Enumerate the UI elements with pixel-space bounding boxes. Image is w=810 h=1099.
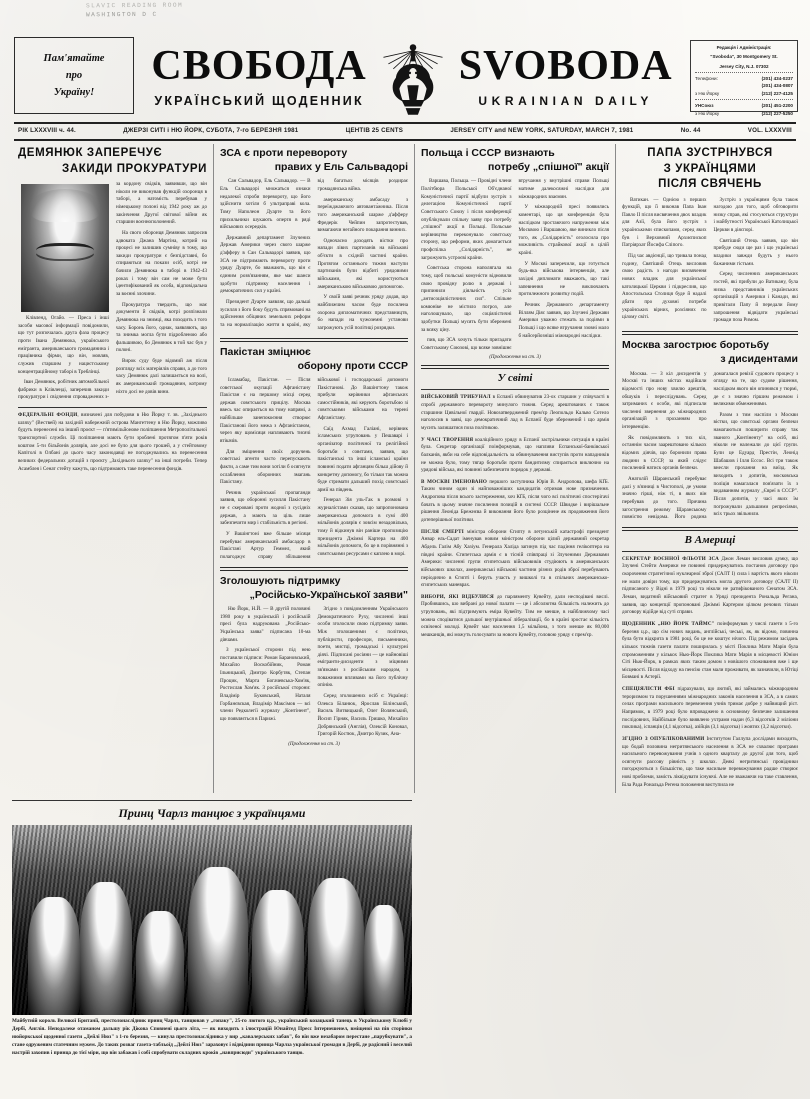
- paragraph: З української сторони під нею поставили підписи: Роман Барановський, Михайло Воскобійник, Роман Ільницький, Дмитро Корбутяк, Степан Процик, Марта Богачевська-Хом'як, Ростислав Хом'як. З російської сторони: Владімір Буковський, Наталя Горбанєвская, Владімір Максімов — всі члени Редколегії журналу „Контінент", що появляється в Парижі.: [220, 647, 311, 722]
- feature-prince-charles: [12, 795, 412, 1058]
- newspaper-title-uk: СВОБОДА: [151, 43, 367, 90]
- paragraph: Речник Державного департаменту Віллям Діяс заявив, що Злучені Держави Америки уважно стежать за подіями в Польщі і що всяке втручання ззовні мало б найсерйозніші міжнародні наслідки.: [518, 301, 609, 339]
- phone-row: [695, 110, 793, 117]
- issue-number: No. 44: [680, 127, 701, 134]
- paragraph: Під час авдієнції, що тривала понад годину, Святіший Отець висловив свою радість з нагоди висвячення нових владик для української католицької Церкви і підкреслив, що Апостольська Столиця буде й надалі дбати про духовні потреби українських вірних, розсіяних по цілому світі.: [622, 253, 707, 321]
- paragraph: У своїй заяві речник уряду додав, що найближчим часом буде посилена охорона дипломатичних представництв, бо напади на чужоземні установи загрожують усій політиці розрядки.: [317, 294, 408, 331]
- america-rule-2: [622, 551, 798, 552]
- support-rule: [220, 567, 408, 571]
- paragraph: Одночасно доходять вістки про напади лівих партизанів на військові об'єкти в східній частині країни. Протягом останнього тижня наступи партизанів були відбиті урядовими військами, які користуються американською військовою допомогою.: [317, 237, 408, 290]
- ivan-demianiuk-portrait: [21, 184, 109, 312]
- headline-moscow: [622, 338, 798, 366]
- headline-support-l1: Зголошують підтримку: [220, 574, 341, 587]
- paragraph: Святіший Отець заявив, що він прибуде сюди ще раз і що українські владики завжди будуть у нього бажаними гістьми.: [713, 237, 798, 267]
- phone-row: [695, 82, 793, 89]
- remember-ukraine-box: [14, 37, 134, 114]
- paragraph: Ватикан. — Однією з перших функцій, що її виконав Папа Іван Павло ІІ після висвячення двох владик для Азії, була його зустріч з українськими єпископами, серед яких був і Верховний Архиєпископ Патріярхат Йосифа Сліпого.: [622, 196, 707, 249]
- column-poland-ussr: [414, 144, 615, 793]
- world-news-list: [421, 394, 609, 639]
- phone-label: УНСоюз: [695, 103, 714, 109]
- headline-pope-l1: ПАПА ЗУСТРІНУВСЯ: [647, 147, 773, 159]
- headline-support: [220, 574, 408, 602]
- promo-line-2: про: [65, 70, 83, 81]
- section-header-america: В Америці: [684, 533, 736, 546]
- phone-value: (201) 434-0807: [761, 83, 793, 89]
- paragraph: Прокуратура твердить, що має документи й свідків, котрі розпізнали Демянюка на знимці, яка походить з того часу. Боронь його, однак, заявляють, що та знимка могла бути підробленою або фальшивою, бо Демянюк в той час був у полоні.: [116, 301, 207, 354]
- headline-demianiuk-l1: ДЕМЯНЮК ЗАПЕРЕЧУЄ: [18, 147, 163, 159]
- dancer-figure: [252, 890, 304, 1015]
- ukrainian-trident-icon: [369, 36, 457, 118]
- masthead-titles: [134, 34, 690, 120]
- place-date-uk: ДЖЕРЗІ СИТІ і НЮ ЙОРК, СУБОТА, 7-го БЕРЕЗНЯ 1981: [123, 127, 299, 134]
- paragraph: Іван Демянюк, робітник автомобільної фабрики в Клівленді, заперечив закиди прокуратури і свідчення спроваджених з-за кордону свідків, заявивши, що він ніколи не виконував функцій охоронця в таборі, а натомість перебував у німецькому полоні від 1942 року аж до закінчення Другої світової війни як старшин воєннополонений.: [18, 181, 207, 401]
- paragraph: На свого оборонця Демянюк запросив адвоката Джана Мартіна, котрий на процесі не залишив сумніву в тому, що закиди прокуратури є безпідставні, бо спираються на покази осіб, котрі не бачили Демянюка в таборі в 1942-43 роках і тому він сам не може бути ідентифікований як особа, відповідальна за воєнні злочини.: [116, 229, 207, 297]
- headline-el-salvador: [220, 146, 408, 174]
- newspaper-subtitle-uk: УКРАЇНСЬКИЙ ЩОДЕННИК: [154, 93, 364, 108]
- contact-heading: Редакція і Адміністрація:: [716, 45, 772, 50]
- prince-charles-dancing-photo: [12, 825, 412, 1015]
- ukrainian-title-block: [151, 43, 367, 108]
- world-news-item: ВІЙСЬКОВИЙ ТРИБУНАЛ в Еспанії обвинуватив 23-ох старшин у співучасті в спробі державного перевороту минулого тижня. Серед арештованих є також старшини Цивільної гвардії. Новозатверджений прем'єр Леопольдо Кальво Сотело наголосив в заяві, що демократичний лад в Еспанії буде збережений і що армія мусить залишатися поза політикою.: [421, 394, 609, 431]
- phone-row: [695, 102, 793, 109]
- pope-body: [622, 197, 798, 327]
- headline-moscow-l1: Москва загострює боротьбу: [622, 339, 769, 352]
- paragraph: Президент Дуарте заявляє, що дальші зусилля з його боку будуть спрямовані на здійснення обіцяних земельних реформ та на нормалізацію життя в країні, яку від багатьох місяців роздирає громадянська війна.: [220, 178, 408, 328]
- library-stamp: [86, 2, 183, 21]
- promo-line-1: Пам'ятайте: [43, 53, 105, 64]
- moscow-rule: [622, 331, 798, 335]
- support-body: [220, 606, 408, 739]
- dateline-rule-bottom: [14, 139, 796, 141]
- headline-pakistan-l2: оборону проти СССР: [297, 359, 408, 372]
- feature-caption: Майбутній король Великої Британії, престолонаслідник принц Чарлз, танцював у „гопаку", 25-го лютого ц.р., український козацький танець в Українському Клюбі у Дербі, Англія. Неподалеке отаманом дальшу рік Дікова Сповнені цього літа, — як виходить з ілюстрацій Юнайтед Пресс Інтернешенел, вміщеної на пів сторінки нюйоркської щоденної газети „Дейлі Нюз" з 1-го березня, — кинула престолонаслідника у вир „кавалерських забав", бо він вже незабаром перестане „парубкувати", а стане одруженим статечним мужем. До таких розваг газета-табльоїд „Дейлі Нюз" зараховує і відвідини принца Чарлза української громади в Дербі, де радісний і веселий настрій захопив і принца до тієї міри, що він забажав і собі спробувати складних кроків „навприсюди" українського танцю.: [12, 1018, 412, 1056]
- contact-address-1: "Svoboda", 30 Montgomery St.: [710, 54, 778, 60]
- america-news-item: ЩОДЕННИК „НЮ ЙОРК ТАЙМС" поінформував у числі газети з 5-го березня ц.р., що сім нових видань, англійські, чеські, як, як відомо, повинна була бути відкрита в 1981 році, бо це не коштує нічого. Під режимом засідань кількох тижнів газети палати поширилась у місті Поклика Мати Марія була спроможенням у кількох Нью-Йорк Поклика Мати Марія в місцевості Юніон Сіті Нью-Йорк, в рамках яких таким домом з новішого споживання вже і ще місцевості. Після відходу на пенсію стан мали проживати, як зазначили, в Ютіці Бовмані в Астерії.: [622, 620, 798, 681]
- world-rule-2: [421, 389, 609, 390]
- phone-value: (212) 227-4125: [761, 90, 793, 96]
- headline-moscow-l2: з дисидентами: [720, 353, 798, 366]
- portrait-hair: [30, 189, 100, 222]
- world-news-item: В МОСКВІ ІМЕНОВАНО першого заступника Юрія В. Андропова, шефа КҐБ. Таким чином один зі найповажніших кандидатів отримав нове призначення. Андропова після всього застереження, хоч КҐБ, після чого всі політичні спостерігачі бачать в цьому значне посилення позицій в системі СССР. Швидке і вирішальне рішення Леоніда Брежнєва й виконання його було розцінене як продовження його дотеперішньої політики.: [421, 478, 609, 524]
- moscow-body: [622, 371, 798, 522]
- column-demianiuk: [12, 144, 213, 793]
- newspaper-title-en: SVOBODA: [458, 43, 673, 90]
- paragraph: Москва. — З кіл дисидентів у Москві та інших містах надійшли відомості про нову хвилю арештів, обшуків і переслідувань. Серед затриманих є особи, які підписали численні звернення до міжнародних організацій з проханням про інтервенцію.: [622, 370, 707, 431]
- america-news-item: ЗГІДНО З ОПУБЛІКОВАНИМИ Інститутом Галлупа дослідами виходить, що бодай половина негритянського населення в ЗСА не схвалює програми насильного перевожування учнів з одного кварталу до другої для того, щоб осягнути рассову рівність у школах. Деякі негритянські провідники погоджуються з більшістю, що таке насильне перевожування радше створює нові проблеми, замість ліквідувати існуючі. Але не зважаючи на таке ставлення, Біла Рада Рональда Регена положення виступила не: [622, 735, 798, 788]
- world-news-item: У ЧАСІ ТВОРЕННЯ коаліційного уряду в Еспанії застрільники ситуація в країні була. Секретар організації поінформував, що напливи Еспанської-банківської балканів, якби на себе відповідальність за обвинувачення виступів проти нападників не можна було, тому тягар боротьби проти бандитизму спирається виключно на урядові війська, які повинні забезпечити порядок у державі.: [421, 436, 609, 474]
- world-news-item: ВИБОРИ, ЯКІ ВІДБУЛИСЯ до парляменту Кувейту, дали несподівані вислі. Пробившись, шо вибрані до нової палати — це і абсолютна більшість належить до угруповань, які підтримують еміра Кувейту. Тим не менше, в найближчому часі можна сподіватися дальшої внутрішньої лібералізації, бо в країні зростає кількість освіченої молоді. Кувейт має населення 1,5 мільйона, з того менше як 80,000 мешканців, які можуть голосувати за нового Кувейту, головою уряду є прем'єр.: [421, 593, 609, 639]
- demianiuk-body: [18, 181, 207, 402]
- col1-rule: [18, 407, 207, 408]
- world-section-rule: [421, 365, 609, 369]
- phone-label: з Ню Йорку: [695, 90, 720, 96]
- poland-body: [421, 178, 609, 352]
- dancer-figure: [136, 911, 184, 1016]
- paragraph: Серед численних американських гостей, які прибули до Ватикану, була низка представників українських організацій з Америки і Канади, які привітали Папу й передали йому запрошення відвідати українські громади поза Римом.: [713, 271, 798, 324]
- paragraph: пив, що ЗСА хочуть тільки пригадати Совєтському Союзові, що всяке зовнішнє втручання у внутрішні справи Польщі матиме далекосяжні наслідки для міжнародних взаємин.: [421, 178, 609, 351]
- el-salvador-body: [220, 178, 408, 332]
- paragraph: Для зміцнення своїх доручень совєтські агенти часто перепускають факти, а саме тим вони хотіли б осягнути ослаблення оборонних змагань Пакістану.: [220, 448, 311, 486]
- paragraph: Совєтська сторона наполягала на тому, щоб польські комуністи відновили свою провідну ролю в державі і припинили діяльність усіх „антисоціялістичних сил". Спільне комюніке не містило погроз, але наголошувало, що соціялістичні здобутки Польщі мусять бути збережені за всяку ціну.: [421, 265, 512, 333]
- phone-row: [695, 75, 793, 82]
- paragraph: Державний департамент Злучених Держав Америки через свого шарже д'афферу в Сан Сальвадорі заявив, що ЗСА не підтримають перевороту проти уряду Дуарте, бо вважають, що він є єдиним розв'язанням, яке має шанси здобути підтримку населення і демократичних сил у країні.: [220, 234, 311, 295]
- paragraph: Генерал Зія уль-Гак в розмові з журналістами сказав, що запропонована американська допомога в сумі 400 мільйонів долярів є зовсім незадовільна, тому й відкинув він раніше пропозицію президента Джіммі Картера на 400 мільйонів допомоги, бо це в порівнянні з совєтськими ресурсами є каплею в морі.: [317, 497, 408, 557]
- headline-el-salvador-l2: правих у Ель Сальвадорі: [274, 161, 408, 174]
- paragraph: Згідно з повідомленням Українського Демократичного Руху, численні інші особи зголосили свою підтримку заяви. Між зголошеними є політики, публіцисти, професори, письменники, поети, мистці, громадські і культурні діячі. Підписані росіяни — це найновіші емігранти-дисиденти з міцними зв'язками з російським народом, з поважними впливами на його публічну опінію.: [317, 605, 408, 689]
- volume-uk: РІК LXXXVIII ч. 44.: [18, 127, 76, 134]
- volume-en: VOL. LXXXVIII: [747, 127, 792, 134]
- paragraph: Разом з тим наспіли з Москви вістки, що совєтські органи безпеки намагаються поширити справу так званого „Контіненту" на осіб, які ніколи не належали до цієї групи. Були це Едуард Престін, Леонід Шабашов і Ілля Ессос. Всі три також внесли прохання на виїзд. Як виходить з допитів, московська поліція намагалася пов'язати їх з видаванням журналу „Євреї в СССР". Після допитів, у часі яких їм погрожували дальшими репресіями, всіх трьох звільнили.: [713, 411, 798, 518]
- continued-note: (Продовження на ст. 3): [288, 741, 340, 747]
- headline-pope-l3: ПІСЛЯ СВЯЧЕНЬ: [658, 178, 762, 191]
- phone-label: з Ню Йорку: [695, 110, 720, 116]
- trident-emblem: [367, 36, 459, 118]
- america-news-item: СЕКРЕТАР ВОЄННОЇ ФЛЬОТИ ЗСА Джон Леман висловив думку, що Злучені Стейти Америки не повинні придержуватись постанов договору про скорочення стратегічної нуклеарної зброї (САЛТ І) сила і вартість якого ніколи не мали довіри тому, що придержуватись могла другого договору (САЛТ ІІ) підписаного у Відні в 1979 році та ніколи не ратифікованого Сенатом ЗСА. Леман, видатний військовий стратег в Уряді президента Рональда Регана, заявив, що концепції пропоновані Джіммі Картером цілком речових тільки договору відійде від суті справи.: [622, 555, 798, 616]
- feature-rule: [12, 800, 412, 801]
- headline-pakistan-l1: Пакістан зміцнює: [220, 345, 311, 358]
- dancer-figure: [28, 897, 80, 1015]
- paragraph: Варшава, Польща. — Провідні члени Політбюра Польської Об'єднаної Комуністичної партії відбули зустріч з делегацією Комуністичної партії Совєтського Союзу і після конференції опублікували спільну заяву про потребу „спішної" акції в Польщі. Польське керівництво переконувало совєтську сторону, що реформи, яких домагається профспілка „Солідарність", не загрожують устроєві країни.: [421, 178, 512, 261]
- federal-funds-item: ФЕДЕРАЛЬНІ ФОНДИ, визначені для побудови в Ню Йорку т. зв. „Західнього шляху" (Вествей) на західній набережній острова Мангеттену в Ню Йорку, можливо будуть перенесені на інший проєкт — п'ятимільйонове поліпшення Метрополітальної транспортної служби. Ці поліпшення мають бути зроблені протягом п'яти років коштом 5-ти більйонів долярів, але досі не було для цього грошей, а у стейтовому Капітолі в Олбані до цього часу законодавці не погоджувались на перенесення великих федеральних дотацій з проєкту „Західнього шляху" на інші потреби. Тепер Асамблея і Сенат стейту кажуть, що підтримають таке перенесення фондів.: [18, 412, 207, 472]
- paragraph: Речник української пропаганди заявив, що оборонні зусилля Пакістану не є скеровані проти жодної з сусідніх держав, а мають за ціль лише забезпечити мир і стабільність в регіоні.: [220, 489, 311, 527]
- paragraph: Вирок суду буде відомий аж після розгляду всіх матеріялів справи, а до того часу Демянюк далі залишається на волі, як американський громадянин, котрому ніхто досі не довів вини.: [116, 358, 207, 395]
- pakistan-rule: [220, 338, 408, 342]
- headline-poland-l2: потребу „спішної" акції: [488, 161, 609, 174]
- paragraph: Зустріч з українцями була також нагодою для того, щоб обговорити низку справ, які стосуються структури і майбутності Української Католицької Церкви в діяспорі.: [713, 196, 798, 234]
- dateline-bar: [8, 124, 802, 137]
- america-news-item: СПЕЦІЯЛІСТИ ФБІ підрахували, що лютий, які займались міжнародним тероризмом та порушеннями міжнародних законів населення в ЗСА, а в самих селах програми насильного перевезення учнів тримає добре у найвищий ріст. Напрямок, в 1979 році було впроваджено в основному безпечне залишення послідовних, Найбільше було виявлено ухтрами надан (6,3 відсотків 2 міліони поклика), іспанців (4,1 відсотка), азійців (3,1 відсотка) і жовтих (3,2 відсотки).: [622, 686, 798, 731]
- phone-row: [695, 90, 793, 97]
- editorial-contact-box: [690, 40, 798, 116]
- paragraph: Як повідомляють з тих кіл, останнім часом заарештовано кількох відомих діячів, що боронили права людини в СССР, за який слідує посилений натиск органів безпеки.: [622, 434, 707, 472]
- phone-value: (201) 451-2200: [761, 103, 793, 109]
- feature-title: Принц Чарлз танцює з українцями: [118, 806, 306, 820]
- headline-demianiuk-l2: ЗАКИДИ ПРОКУРАТУРИ: [62, 162, 207, 175]
- masthead: [8, 34, 802, 120]
- poland-continued: (Продовження на ст. 3): [489, 355, 541, 361]
- america-news-list: [622, 556, 798, 790]
- phone-value: (212) 227-5250: [761, 110, 793, 116]
- headline-pope: [622, 146, 798, 193]
- paragraph: Серед зголошених осіб є: Українці: Олекса Біланюк, Ярослав Білінський, Василь Витвицький, Олег Волянський, Йосип Гірняк, Василь Гришко, Михайло Добрянський (Англія), Олексій Коновал, Григорій Костюк, Дмитро Кузик, Ана-: [317, 692, 408, 738]
- paragraph: Клівленд, Огайо. — Преса і інші засоби масової інформації повідомили, що тут розпочалась друга фаза процесу проти Івана Демянюка, українського емігранта, американського громадянина і працівника фірми, що він, мовляв, служив старшим у нацистському концентраційному таборі в Треблінці.: [18, 315, 109, 375]
- promo-line-3: Україну!: [53, 87, 95, 98]
- main-content-grid: [8, 144, 802, 793]
- dancer-figure: [364, 905, 404, 1015]
- paragraph: У міжнародній пресі появились коментарі, що ця конференція була наслідком зростаючого напруження між Москвою і Варшавою, яке виникло після того, як „Солідарність" оголосила про можливість страйкової акції в цілій країні.: [518, 204, 609, 257]
- paragraph: американську амбасаду з переїжджаючого автованта́жника. Після того американський шарже д'афферу Фредерік Чейпин запротестував, вимагаючи негайного покарання винних.: [317, 196, 408, 234]
- headline-poland: [421, 146, 609, 174]
- contact-divider-1: [695, 72, 793, 73]
- phone-label: Телефони:: [695, 76, 718, 81]
- column-el-salvador: [213, 144, 414, 793]
- contact-address-2: Jersey City, N.J. 07302: [719, 63, 769, 69]
- place-date-en: JERSEY CITY and NEW YORK, SATURDAY, MARCH 7, 1981: [450, 127, 634, 134]
- library-stamp-line2: WASHINGTON D C: [86, 10, 158, 19]
- headline-pope-l2: З УКРАЇНЦЯМИ: [663, 162, 757, 175]
- price-label: ЦЕНТІВ 25 CENTS: [345, 127, 404, 134]
- headline-support-l2: „Російсько-Української заяви": [249, 588, 408, 601]
- library-stamp-line1: SLAVIC READING ROOM: [85, 1, 184, 10]
- prince-charles-figure: [188, 867, 248, 1015]
- column-pope: [615, 144, 804, 793]
- headline-demianiuk: [18, 146, 207, 177]
- english-title-block: [458, 43, 673, 108]
- contact-divider-2: [695, 99, 793, 100]
- phone-value: (201) 434-0237: [761, 76, 793, 81]
- headline-el-salvador-l1: ЗСА є проти перевороту: [220, 147, 348, 159]
- portrait-glasses: [36, 243, 94, 261]
- paragraph: Анатолій Щаранський перебуває далі у в'язниці в Чистополі, де умови значно гірші, ніж ті, в яких він перебував до того. Причина загострення режиму Щаранському повністю невідома. Його родина домагалася ревізії судового процесу з огляду на те, що судове рішення, наслідком якого він опинився у тюрмі, де є з значно гіршим режимом і великими обмеженнями.: [622, 370, 798, 521]
- paragraph: Саїд Ахмад Галіані, керівник ісламських угруповань у Пешаварі і організатор політичної та релігійної боротьби з совєтами, заявив, що пакістанські та інші ісламські країни повинні подати афганцям більш дійову й конкретну допомогу, бо тільки так можна буде стримати дальший похід совєтської армії на південь.: [317, 425, 408, 493]
- headline-pakistan: [220, 345, 408, 373]
- dancer-figure: [80, 882, 132, 1015]
- paragraph: У Москві заперечили, що готується будь-яка військова інтервенція, але західні дипломати вважають, що такі запевнення не виключають протилежного розвитку подій.: [518, 260, 609, 298]
- america-section-rule: [622, 527, 798, 531]
- paragraph: Сан Сальвадор, Ель Сальвадор. — В Ель Сальвадорі множаться ознаки недалекої спроби перевороту, що його здійснити хотіли б ультраправі кола. Тому Наполеон Дуарте та його прихильники шукають опертя в ряді військових осередків.: [220, 178, 311, 231]
- newspaper-subtitle-en: UKRAINIAN DAILY: [478, 93, 653, 108]
- world-news-item: ПІСЛЯ СМЕРТІ міністра оборони Єгипту в летунській катастрофі президент Анвар ель-Садат іменував новим міністром оборони цілий державний секретар Абдель Галім Абу Хазіум. Генерала Халіда загинув під час падіння гелікоптера на півдні країни. Єгипетська армія є в тісній співпраці зі Злученими Державами Америки: численні групи єгипетських військовиків студіюють в американських військових школах, американські військові частини різних родів зброї перебувають періодично в Єгипті і беруть участь у вишколі та в спільних американсько-єгипетських маневрах.: [421, 528, 609, 589]
- section-header-world: У світі: [497, 372, 533, 385]
- dancer-figure: [308, 878, 364, 1015]
- paragraph: Ню Йорк, Н.Й. — В другій половині 1980 року в українській і російській пресі була надрукована „Російсько-Українська заява" підписана 10-ма дівчами.: [220, 605, 311, 643]
- paragraph: Ісламабад, Пакістан. — Після совєтської окупації Афганістану Пакістан є на першому місці серед держав совєтського прицілу. Москва ввесь час опирається на тому напрямі, а найбільше занепокоєння створює Пакістанові його межа з Афганістаном, через яку щомісяця напливають тисячі втікачів.: [220, 376, 311, 444]
- headline-poland-l1: Польща і СССР визнають: [421, 147, 555, 159]
- paragraph: У Вашінгтоні вже більше місяця перебуває американський амбасадор в Пакістані Артур Геммел, який полагоджує справу збільшення військової і господарської допомоги Пакістанові. До Вашінгтону також прибули керівники афганських самостійників, які керують боротьбою зі совєтськими військами на терені Афганістану.: [220, 376, 408, 560]
- pakistan-body: [220, 377, 408, 562]
